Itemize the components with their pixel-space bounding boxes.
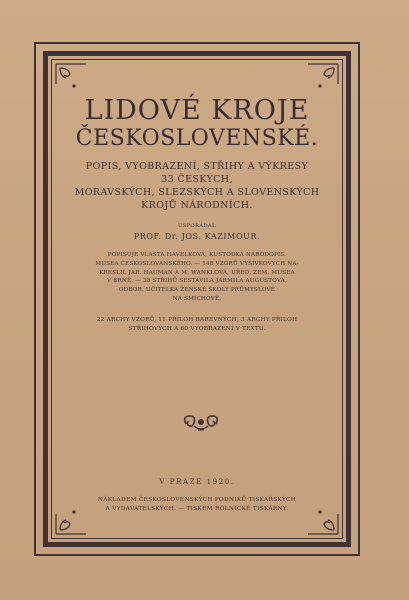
contributors-description — [56, 251, 338, 304]
corner-ornament-top-right — [306, 62, 340, 88]
contents-summary — [60, 316, 334, 334]
description-line: NA SMÍCHOVĚ. — [172, 295, 222, 302]
subtitle-line: POPIS, VYOBRAZENÍ, STŘIHY A VÝKRESY — [85, 161, 309, 172]
subtitle-line: KROJŮ NÁRODNÍCH. — [141, 200, 253, 211]
publisher-line: NÁKLADEM ČESKOSLOVENSKÝCH PODNIKŮ TISKAŘSKÝCH — [97, 497, 297, 503]
description-line: KRESLIL JAR. HAUMAN A M. WANKLOVÁ, ÚŘED. ZEM. MUSEA — [99, 269, 295, 276]
author: PROF. Dr. JOS. KAZIMOUR. — [133, 232, 261, 241]
contents-line: 22 ARCHY VZORŮ, 11 PŘÍLOH BAREVNÝCH, 3 ARCHY PŘÍLOH — [96, 316, 298, 323]
publisher-line: A VYDAVATELSKÝCH. — TISKEM ROLNICKÉ TISKÁRNY. — [105, 506, 289, 512]
description-line: ODBOR. UČITELKA ŽENSKÉ ŠKOLY PRŮMYSLOVÉ — [118, 287, 276, 294]
subtitle-line: 33 ČESKÝCH, — [161, 174, 233, 185]
title-block — [52, 96, 342, 333]
publisher — [52, 496, 342, 514]
place-and-year: V PRAZE 1920. — [159, 478, 235, 486]
contents-line: STŘIHOVÝCH A 60 VYOBRAZENÍ V TEXTU. — [128, 325, 266, 332]
description-line: POPISUJE VLASTA HAVELKOVÁ, KUSTODKA NÁRODOPIS. — [107, 252, 287, 258]
subtitle-line: MORAVSKÝCH, SLEZSKÝCH A SLOVENSKÝCH — [74, 187, 320, 198]
corner-ornament-top-left — [54, 62, 88, 88]
description-line: V BRNĚ. — 38 STŘIHŮ SESTAVILA JARMILA AUGUSTOVÁ, — [106, 278, 288, 285]
title-line-2: ČESKOSLOVENSKÉ. — [75, 126, 319, 151]
center-ornament-icon — [180, 412, 222, 434]
edited-by-label: USPOŘÁDAL — [178, 223, 216, 229]
title-line-1: LIDOVÉ KROJE — [84, 95, 310, 126]
description-line: MUSEA ČESKOSLOVANSKÉHO. — 148 VZORŮ VYŠÍVKOVÝCH NA- — [95, 260, 299, 267]
subtitle — [52, 160, 342, 212]
